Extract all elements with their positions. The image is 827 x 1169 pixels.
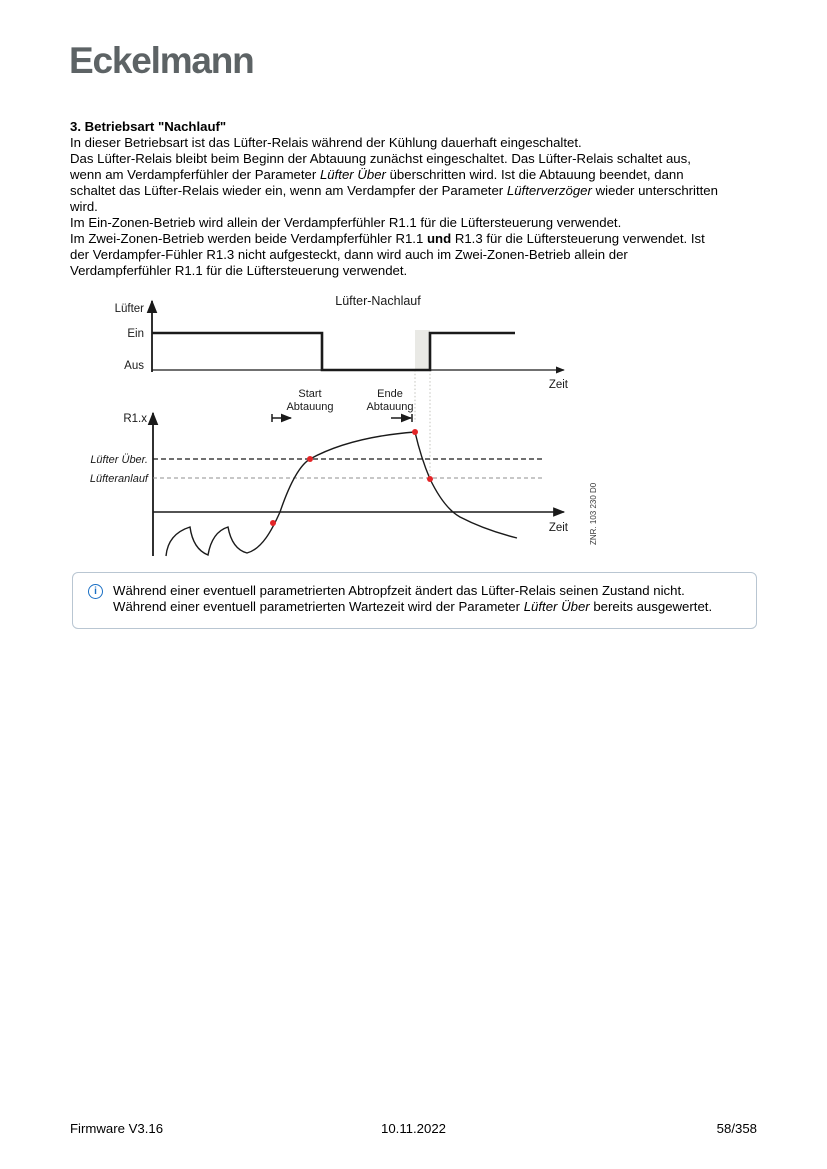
text-line: Im Ein-Zonen-Betrieb wird allein der Verdampferfühler R1.1 für die Lüftersteuerung verwendet. [70,215,622,231]
text-line: der Verdampfer-Fühler R1.3 nicht aufgesteckt, dann wird auch im Zwei-Zonen-Betrieb allein der [70,247,628,263]
diagram-axes-and-guides [152,301,564,556]
dwell-band [415,330,430,370]
text-line: Während einer eventuell parametrierten Abtropfzeit ändert das Lüfter-Relais seinen Zustand nicht. [113,583,685,598]
text-line: wird. [70,199,98,215]
text-line: wenn am Verdampferfühler der Parameter Lüfter Über überschritten wird. Ist die Abtauung beendet, dann [70,167,684,183]
diagram-labels [90,294,598,545]
fan-nachlauf-diagram [60,285,620,567]
marker-defrost-end-peak [412,429,418,435]
info-box [72,572,757,629]
marker-axis-crossing [270,520,276,526]
threshold-luefteranlauf-label: Lüfteranlauf [89,473,148,485]
fan-relay-signal [152,333,515,370]
footer-date: 10.11.2022 [380,1121,447,1136]
footer-page-number: 58/358 [716,1121,757,1136]
znr-label: ZNR. 103 230 D0 [589,482,598,545]
marker-luefteranlauf-crossing [427,476,433,482]
bottom-y-label: R1.x [123,413,147,425]
start-label-1: Start [298,388,322,400]
text-line: 3. Betriebsart "Nachlauf" [70,119,227,134]
text-line: Das Lüfter-Relais bleibt beim Beginn der Abtauung zunächst eingeschaltet. Das Lüfter-Relais schaltet aus, [70,151,691,167]
diagram-shading [415,330,430,370]
text-line: In dieser Betriebsart ist das Lüfter-Relais während der Kühlung dauerhaft eingeschaltet. [70,135,582,151]
ende-label-2: Abtauung [366,401,414,413]
info-box-text [113,583,748,615]
top-x-label: Zeit [548,379,568,391]
text-line: Während einer eventuell parametrierten Wartezeit wird der Parameter Lüfter Über bereits ausgewertet. [113,599,713,615]
tick-ein: Ein [127,328,144,340]
info-icon [88,584,103,599]
top-y-label: Lüfter [114,303,144,315]
text-line: schaltet das Lüfter-Relais wieder ein, wenn am Verdampfer der Parameter Lüfterverzöger wieder unterschritten [70,183,718,199]
section-text [70,119,778,279]
info-icon-glyph: i [94,586,97,597]
diagram-curves [152,333,517,556]
threshold-luefter-ueber-label: Lüfter Über. [90,454,148,466]
marker-luefter-ueber-crossing [307,456,313,462]
diagram-title: Lüfter-Nachlauf [335,294,421,308]
company-logo: Eckelmann [69,40,254,81]
text-line: Verdampferfühler R1.1 für die Lüftersteuerung verwendet. [70,263,408,279]
start-label-2: Abtauung [286,401,334,413]
sensor-temperature-curve [166,432,517,556]
ende-label-1: Ende [377,388,403,400]
tick-aus: Aus [124,360,144,372]
text-line: Im Zwei-Zonen-Betrieb werden beide Verdampferfühler R1.1 und R1.3 für die Lüftersteuerung verwendet. Ist [70,231,705,247]
footer-firmware-version: Firmware V3.16 [70,1121,164,1136]
bottom-x-label: Zeit [548,522,568,534]
